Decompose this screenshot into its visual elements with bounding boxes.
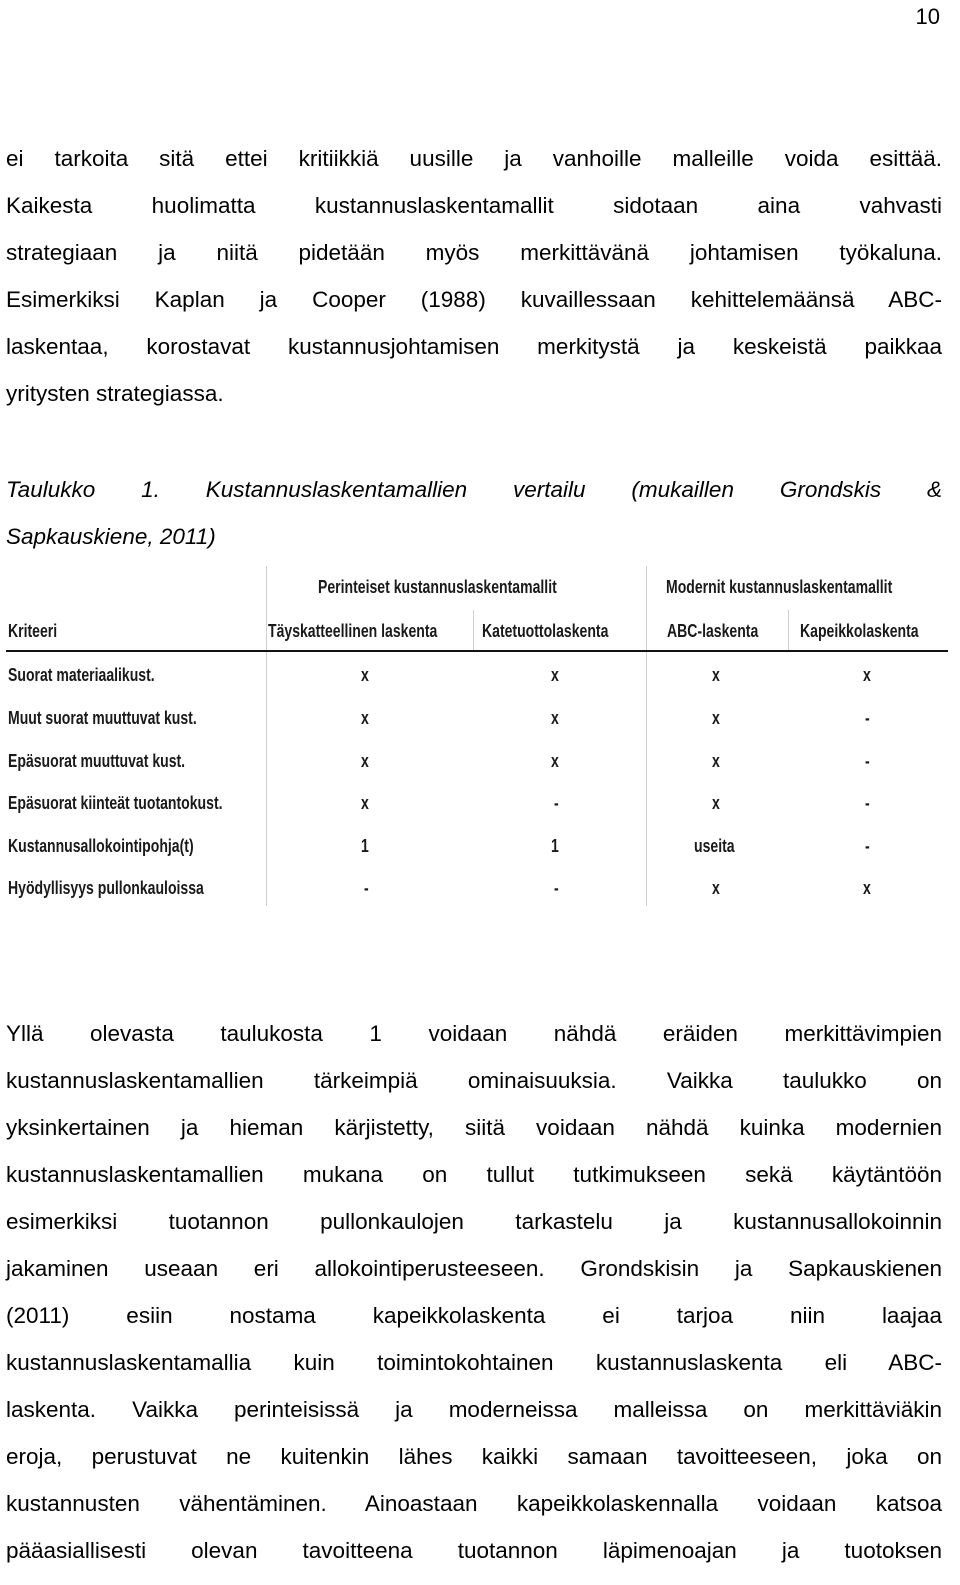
text-line: ei tarkoita sitä ettei kritiikkiä uusille ja vanhoille malleille voida esittää. xyxy=(6,146,942,171)
text-line: kustannuslaskentamallien mukana on tullut tutkimukseen sekä käytäntöön xyxy=(6,1162,942,1187)
column-divider xyxy=(473,610,474,650)
row-label: Muut suorat muuttuvat kust. xyxy=(8,708,197,728)
text-line: strategiaan ja niitä pidetään myös merkittävänä johtamisen työkaluna. xyxy=(6,240,942,265)
text-line: eroja, perustuvat ne kuitenkin lähes kaikki samaan tavoitteeseen, joka on xyxy=(6,1444,942,1469)
paragraph-2 xyxy=(6,1010,942,1574)
table-cell: x xyxy=(551,708,559,728)
text-line: laskenta. Vaikka perinteisissä ja moderneissa malleissa on merkittäviäkin xyxy=(6,1397,942,1422)
header-rule xyxy=(6,650,948,652)
table-cell: x xyxy=(361,708,369,728)
column-divider xyxy=(266,566,267,906)
table-cell: - xyxy=(364,878,369,898)
text-line: Kaikesta huolimatta kustannuslaskentamallit sidotaan aina vahvasti xyxy=(6,193,942,218)
caption-line: Taulukko 1. Kustannuslaskentamallien vertailu (mukaillen Grondskis & xyxy=(6,477,942,502)
text-line: kustannuslaskentamallien tärkeimpiä ominaisuuksia. Vaikka taulukko on xyxy=(6,1068,942,1093)
text-line: esimerkiksi tuotannon pullonkaulojen tarkastelu ja kustannusallokoinnin xyxy=(6,1209,942,1234)
row-label: Hyödyllisyys pullonkauloissa xyxy=(8,878,204,898)
table-cell: - xyxy=(554,878,559,898)
table-cell: - xyxy=(865,793,870,813)
table-cell: - xyxy=(865,836,870,856)
text-line: Yllä olevasta taulukosta 1 voidaan nähdä eräiden merkittävimpien xyxy=(6,1021,942,1046)
row-label: Epäsuorat muuttuvat kust. xyxy=(8,751,186,771)
text-line: laskentaa, korostavat kustannusjohtamisen merkitystä ja keskeistä paikkaa xyxy=(6,334,942,359)
text-line: kustannuslaskentamallia kuin toimintokohtainen kustannuslaskenta eli ABC- xyxy=(6,1350,942,1375)
page-number: 10 xyxy=(915,4,940,29)
column-header-contribution: Katetuottolaskenta xyxy=(482,621,609,641)
comparison-table xyxy=(6,566,948,906)
text-line: pääasiallisesti olevan tavoitteena tuotannon läpimenoajan ja tuotoksen xyxy=(6,1538,942,1563)
text-line: yksinkertainen ja hieman kärjistetty, siitä voidaan nähdä kuinka modernien xyxy=(6,1115,942,1140)
column-header-abc: ABC-laskenta xyxy=(667,621,759,641)
table-cell: x xyxy=(551,665,559,685)
table-cell: - xyxy=(865,708,870,728)
table-cell: x xyxy=(712,751,720,771)
text-line: (2011) esiin nostama kapeikkolaskenta ei tarjoa niin laajaa xyxy=(6,1303,942,1328)
row-label: Epäsuorat kiinteät tuotantokust. xyxy=(8,793,223,813)
table-cell: - xyxy=(865,751,870,771)
column-header-criterion: Kriteeri xyxy=(8,621,58,641)
table-cell: x xyxy=(551,751,559,771)
table-cell: x xyxy=(712,878,720,898)
paragraph-1 xyxy=(6,135,942,417)
table-cell: x xyxy=(712,708,720,728)
table-cell: x xyxy=(361,751,369,771)
text-line: yritysten strategiassa. xyxy=(6,381,224,406)
column-divider xyxy=(646,566,647,906)
group-header-modern: Modernit kustannuslaskentamallit xyxy=(666,577,893,597)
caption-line: Sapkauskiene, 2011) xyxy=(6,524,216,549)
column-header-full-cost: Täyskatteellinen laskenta xyxy=(268,621,438,641)
text-line: jakaminen useaan eri allokointiperusteeseen. Grondskisin ja Sapkauskienen xyxy=(6,1256,942,1281)
table-cell: x xyxy=(361,793,369,813)
table-cell: x xyxy=(361,665,369,685)
column-header-bottleneck: Kapeikkolaskenta xyxy=(800,621,919,641)
table-cell: useita xyxy=(694,836,735,856)
column-divider xyxy=(788,610,789,650)
table-caption xyxy=(6,466,942,560)
row-label: Kustannusallokointipohja(t) xyxy=(8,836,194,856)
table-cell: x xyxy=(863,665,871,685)
group-header-traditional: Perinteiset kustannuslaskentamallit xyxy=(318,577,557,597)
text-line: Esimerkiksi Kaplan ja Cooper (1988) kuvaillessaan kehittelemäänsä ABC- xyxy=(6,287,942,312)
table-cell: x xyxy=(712,665,720,685)
text-line: kustannusten vähentäminen. Ainoastaan kapeikkolaskennalla voidaan katsoa xyxy=(6,1491,942,1516)
row-label: Suorat materiaalikust. xyxy=(8,665,155,685)
table-cell: - xyxy=(554,793,559,813)
table-cell: 1 xyxy=(361,836,369,856)
table-cell: 1 xyxy=(551,836,559,856)
table-cell: x xyxy=(863,878,871,898)
table-cell: x xyxy=(712,793,720,813)
